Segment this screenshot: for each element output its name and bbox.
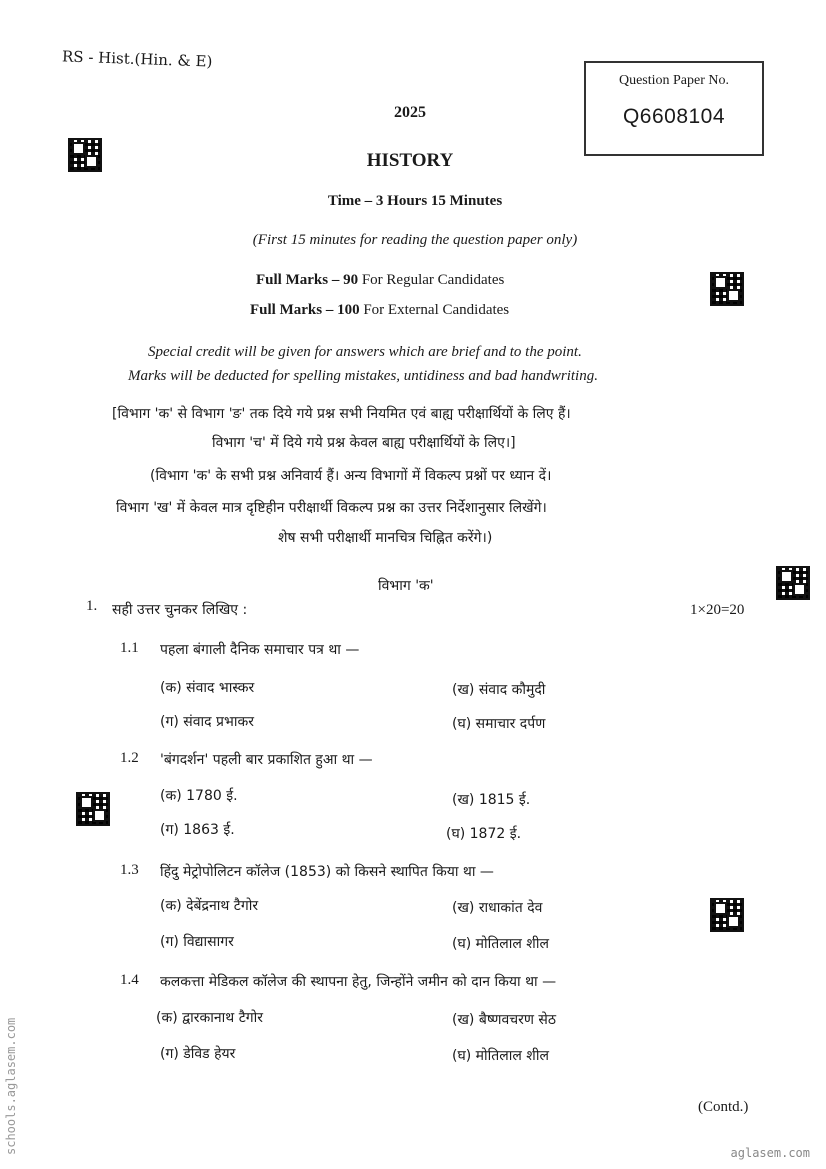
instruction-line-2: विभाग 'च' में दिये गये प्रश्न केवल बाह्य परीक्षार्थियों के लिए।] [212,435,516,451]
instruction-line-1: [विभाग 'क' से विभाग 'ङ' तक दिये गये प्रश्न सभी नियमित एवं बाह्य परीक्षार्थियों के लिए हैं। [112,406,571,422]
option-a: (क) द्वारकानाथ टैगोर [156,1010,263,1026]
time-allowed: Time – 3 Hours 15 Minutes [327,193,503,209]
option-d: (घ) मोतिलाल शील [452,1048,549,1064]
question-paper-number: Q6608104 [622,105,726,128]
subject-title: HISTORY [366,150,454,171]
side-watermark-text: schools.aglasem.com [4,1017,18,1155]
side-watermark [4,960,24,1160]
option-c: (ग) विद्यासागर [160,934,234,950]
question-instruction: सही उत्तर चुनकर लिखिए : [112,602,248,618]
qr-code-icon [776,566,810,600]
special-credit-note: Special credit will be given for answers which are brief and to the point. [148,344,582,360]
full-marks-regular [256,272,504,289]
option-a: (क) देबेंद्रनाथ टैगोर [160,898,259,914]
full-marks-external [250,302,509,319]
sub-question-text: 'बंगदर्शन' पहली बार प्रकाशित हुआ था — [160,752,373,768]
option-a: (क) संवाद भास्कर [160,680,255,696]
reading-time-note: (First 15 minutes for reading the question paper only) [252,232,578,248]
option-c: (ग) 1863 ई. [160,822,235,838]
question-paper-label: Question Paper No. [618,73,730,88]
question-marks: 1×20=20 [690,602,745,618]
option-b: (ख) संवाद कौमुदी [452,682,546,698]
instruction-line-4: विभाग 'ख' में केवल मात्र दृष्टिहीन परीक्षार्थी विकल्प प्रश्न का उत्तर निर्देशानुसार लिखेंगे। [116,500,547,516]
option-a: (क) 1780 ई. [160,788,238,804]
qr-code-icon [710,898,744,932]
sub-question-number: 1.3 [120,862,139,878]
section-title: विभाग 'क' [378,578,434,594]
footer-watermark: aglasem.com [730,1146,810,1160]
full-marks-external-label: For External Candidates [359,302,510,318]
option-b: (ख) राधाकांत देव [452,900,543,916]
qr-code-icon [710,272,744,306]
question-number: 1. [86,598,98,614]
option-b: (ख) 1815 ई. [452,792,531,808]
paper-code: RS - Hist.(Hin. & E) [61,47,213,71]
sub-question-number: 1.2 [120,750,139,766]
option-b: (ख) बैष्णवचरण सेठ [452,1012,557,1028]
option-d: (घ) 1872 ई. [446,826,522,842]
question-paper-number-box [584,61,764,156]
full-marks-external-value: Full Marks – 100 [250,302,360,318]
option-c: (ग) डेविड हेयर [160,1046,236,1062]
option-d: (घ) समाचार दर्पण [452,716,546,732]
continued-note: (Contd.) [698,1099,749,1115]
instruction-line-3: (विभाग 'क' के सभी प्रश्न अनिवार्य हैं। अन्य विभागों में विकल्प प्रश्नों पर ध्यान दें। [150,468,552,484]
deduction-note: Marks will be deducted for spelling mistakes, untidiness and bad handwriting. [128,368,598,384]
qr-code-icon [76,792,110,826]
sub-question-number: 1.1 [120,640,139,656]
option-d: (घ) मोतिलाल शील [452,936,549,952]
full-marks-regular-value: Full Marks – 90 [256,272,359,288]
sub-question-text: पहला बंगाली दैनिक समाचार पत्र था — [160,642,360,658]
option-c: (ग) संवाद प्रभाकर [160,714,254,730]
exam-year: 2025 [394,104,426,121]
sub-question-text: कलकत्ता मेडिकल कॉलेज की स्थापना हेतु, जिन्होंने जमीन को दान किया था — [160,974,557,990]
full-marks-regular-label: For Regular Candidates [358,272,505,288]
sub-question-number: 1.4 [120,972,139,988]
sub-question-text: हिंदु मेट्रोपोलिटन कॉलेज (1853) को किसने स्थापित किया था — [160,864,494,880]
instruction-line-5: शेष सभी परीक्षार्थी मानचित्र चिह्नित करेंगे।) [278,530,493,546]
qr-code-icon [68,138,102,172]
